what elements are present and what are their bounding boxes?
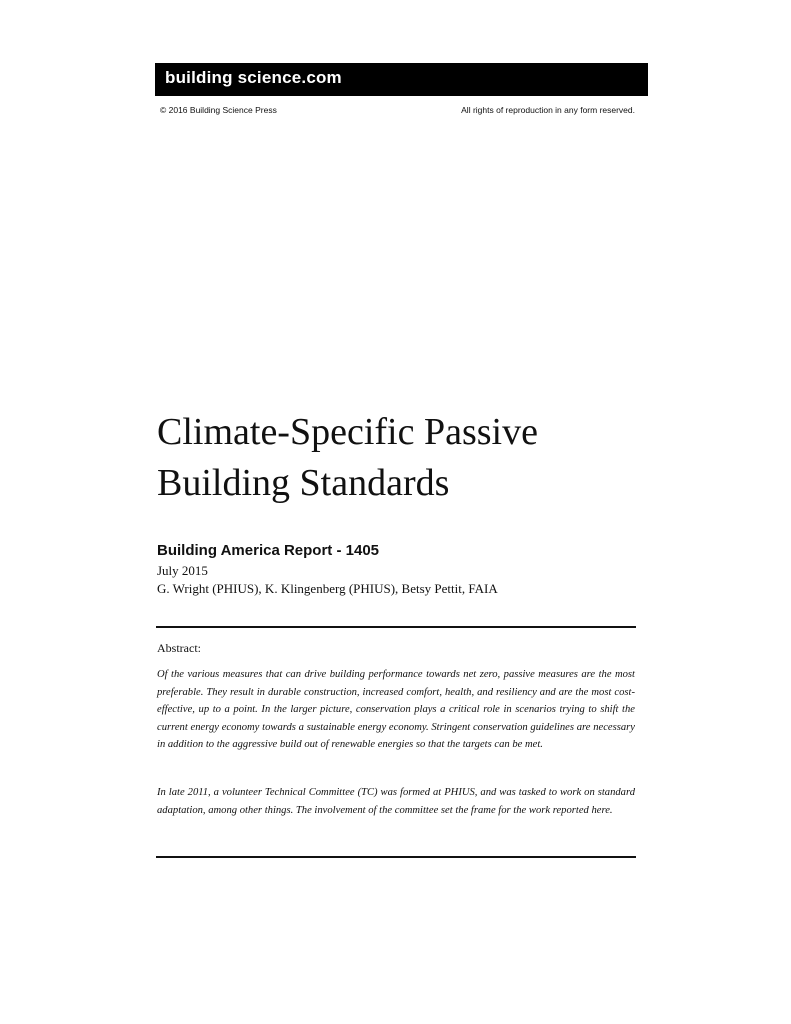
abstract-heading: Abstract: <box>157 641 201 655</box>
document-title <box>157 407 637 509</box>
title-line-1: Climate-Specific Passive <box>157 411 538 453</box>
masthead-bar <box>155 63 648 96</box>
abstract-paragraph-1: Of the various measures that can drive building performance towards net zero, passive measures are the most preferable. They result in durable construction, increased comfort, health, and resiliency and are the most cost-effective, up to a point. In the larger picture, conservation plays a critical role in scenarios trying to shift the current energy economy towards a sustainable energy economy. Stringent conservation guidelines are necessary in addition to the aggressive build out of renewable energies so that the targets can be met. <box>157 669 635 750</box>
report-authors: G. Wright (PHIUS), K. Klingenberg (PHIUS), Betsy Pettit, FAIA <box>157 581 498 596</box>
abstract-top-divider <box>156 626 636 628</box>
copyright-notice: © 2016 Building Science Press <box>160 105 277 115</box>
abstract-bottom-divider <box>156 856 636 858</box>
rights-row <box>160 105 635 117</box>
report-date: July 2015 <box>157 563 208 578</box>
rights-reserved-notice: All rights of reproduction in any form reserved. <box>461 105 635 115</box>
abstract-paragraph-2: In late 2011, a volunteer Technical Committee (TC) was formed at PHIUS, and was tasked to work on standard adaptation, among other things. The involvement of the committee set the frame for the work reported here. <box>157 787 635 816</box>
report-label: Building America Report - 1405 <box>157 542 379 559</box>
brand-logo-text: building science.com <box>165 68 342 87</box>
title-line-2: Building Standards <box>157 462 450 504</box>
